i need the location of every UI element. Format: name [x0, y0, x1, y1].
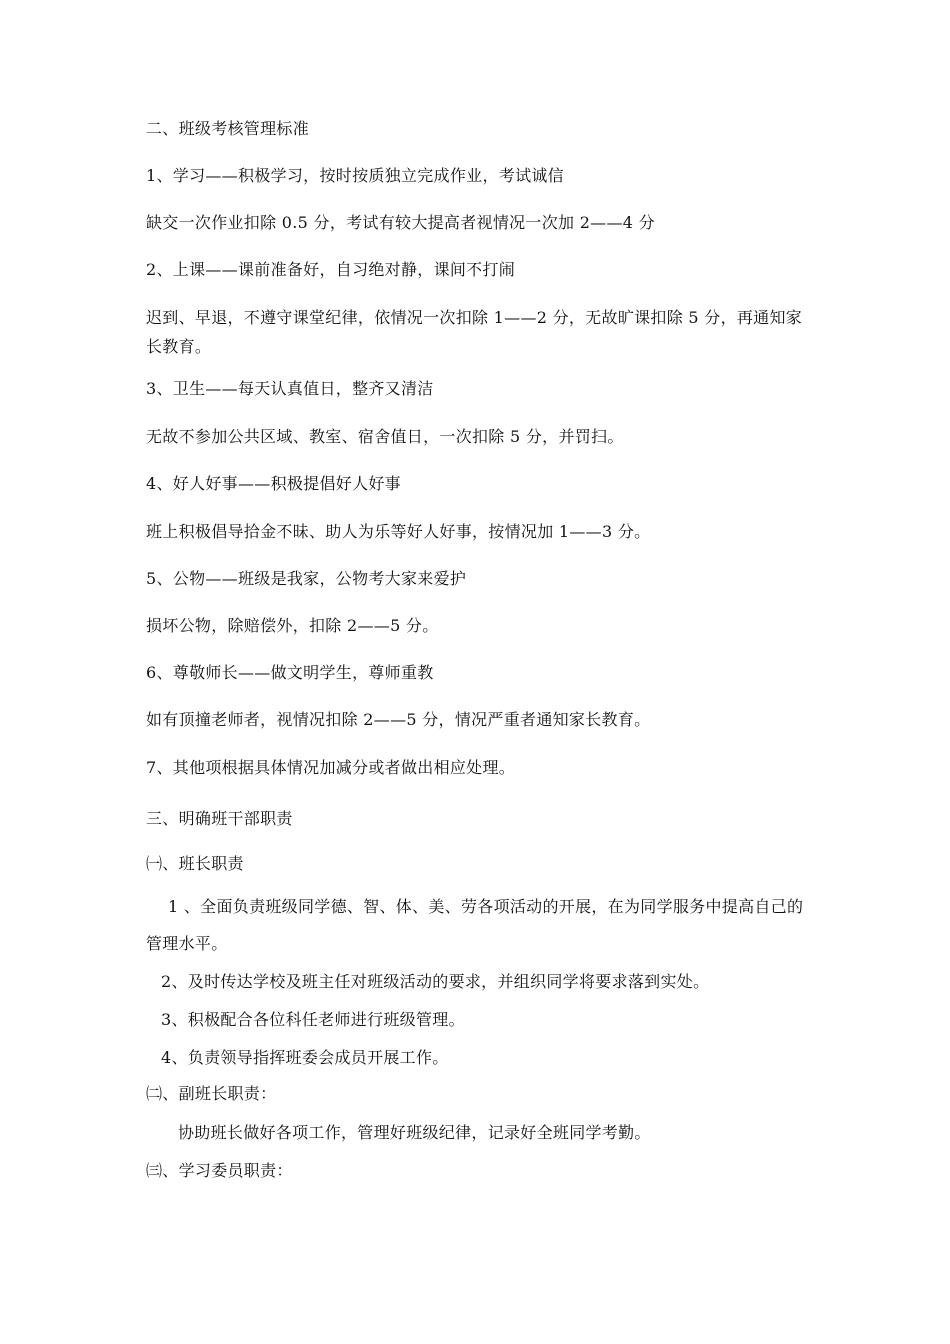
item-hygiene-title: 3、卫生——每天认真值日，整齐又清洁 — [146, 379, 434, 398]
item-good-deeds-rule: 班上积极倡导拾金不昧、助人为乐等好人好事，按情况加 1——3 分。 — [146, 522, 651, 541]
item-class-rule: 迟到、早退，不遵守课堂纪律，依情况一次扣除 1——2 分，无故旷课扣除 5 分，再通知家长教育。 — [146, 308, 803, 356]
section-heading-assessment: 二、班级考核管理标准 — [146, 119, 310, 138]
item-study-rule: 缺交一次作业扣除 0.5 分，考试有较大提高者视情况一次加 2——4 分 — [146, 213, 655, 232]
monitor-duty-3: 3、积极配合各位科任老师进行班级管理。 — [161, 1010, 465, 1029]
item-public-property-title: 5、公物——班级是我家，公物考大家来爱护 — [146, 569, 467, 588]
vice-monitor-duty-1: 协助班长做好各项工作，管理好班级纪律，记录好全班同学考勤。 — [178, 1123, 651, 1142]
item-hygiene-rule: 无故不参加公共区域、教室、宿舍值日，一次扣除 5 分，并罚扫。 — [146, 427, 624, 446]
item-respect-teachers-title: 6、尊敬师长——做文明学生，尊师重教 — [146, 663, 434, 682]
item-good-deeds-title: 4、好人好事——积极提倡好人好事 — [146, 474, 401, 493]
study-committee-duties-title: ㈢、学习委员职责： — [146, 1161, 293, 1180]
monitor-duties-title: ㈠、班长职责 — [146, 854, 244, 873]
section-heading-duties: 三、明确班干部职责 — [146, 809, 293, 828]
item-respect-teachers-rule: 如有顶撞老师者，视情况扣除 2——5 分，情况严重者通知家长教育。 — [146, 710, 651, 729]
item-study-title: 1、学习——积极学习，按时按质独立完成作业，考试诚信 — [146, 166, 564, 185]
item-other: 7、其他项根据具体情况加减分或者做出相应处理。 — [146, 758, 516, 777]
vice-monitor-duties-title: ㈡、副班长职责： — [146, 1084, 277, 1103]
item-class-title: 2、上课——课前准备好，自习绝对静，课间不打闹 — [146, 260, 516, 279]
monitor-duty-1: 1 、全面负责班级同学德、智、体、美、劳各项活动的开展，在为同学服务中提高自己的管理水平。 — [146, 897, 804, 953]
monitor-duty-2: 2、及时传达学校及班主任对班级活动的要求，并组织同学将要求落到实处。 — [161, 972, 710, 991]
item-public-property-rule: 损坏公物，除赔偿外，扣除 2——5 分。 — [146, 616, 439, 635]
monitor-duty-4: 4、负责领导指挥班委会成员开展工作。 — [161, 1048, 449, 1067]
